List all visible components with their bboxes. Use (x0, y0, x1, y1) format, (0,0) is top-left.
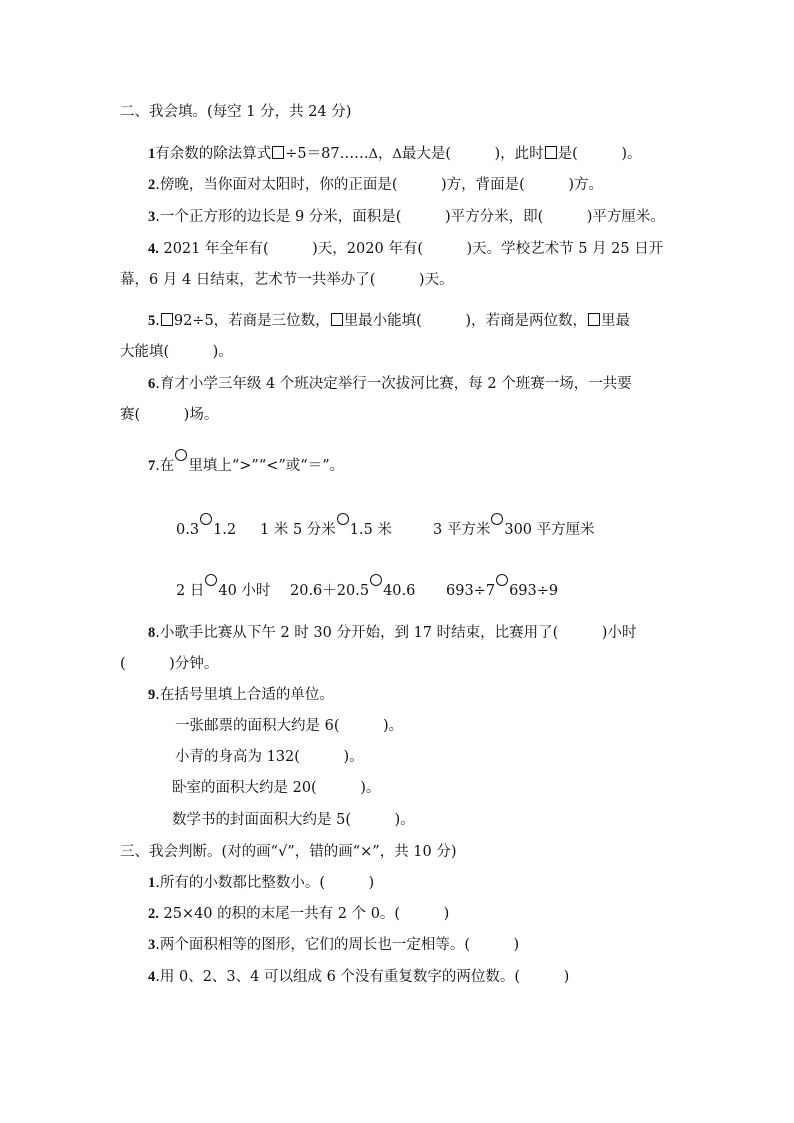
circle-icon[interactable] (491, 513, 503, 525)
unit-item: 小青的身高为 132( )。 (175, 749, 364, 765)
circle-icon (175, 449, 187, 461)
compare-item (176, 520, 236, 540)
unit-item: 一张邮票的面积大约是 6( )。 (175, 718, 404, 734)
section2-title: 二、我会填。(每空 1 分，共 24 分) (120, 104, 352, 120)
question-number: 1 (148, 875, 156, 891)
compare-item (446, 581, 558, 601)
circle-icon[interactable] (200, 513, 212, 525)
question-text: 25×40 的积的末尾一共有 2 个 0。( ) (158, 906, 450, 922)
question-8-line2: ( )分钟。 (120, 656, 219, 672)
question-number: 2. (148, 906, 159, 922)
question-number: 7 (148, 458, 156, 474)
question-text: 是( )。 (557, 146, 642, 162)
compare-left: 3 平方米 (433, 522, 491, 538)
compare-left: 20.6＋20.5 (290, 583, 370, 599)
square-box-icon (161, 313, 173, 326)
square-box-icon (331, 313, 343, 326)
compare-item (260, 520, 392, 540)
question-number: 1 (148, 146, 156, 162)
question-6: 6.育才小学三年级 4 个班决定举行一次拔河比赛，每 2 个班赛一场，一共要 (148, 376, 632, 392)
question-5: 5. 92÷5，若商是三位数， 里最小能填( )，若商是两位数， 里最 (148, 313, 630, 329)
question-text: ÷5＝87…… (285, 146, 369, 162)
compare-right: 1.5 米 (349, 522, 392, 538)
compare-left: 0.3 (176, 522, 200, 538)
question-text: 里填上“>”“<”或“＝”。 (188, 458, 345, 474)
compare-right: 1.2 (213, 522, 237, 538)
compare-right: 40 小时 (218, 583, 271, 599)
question-number: 4. (148, 241, 159, 257)
square-box-icon (272, 146, 284, 159)
question-text: 所有的小数都比整数小。( ) (159, 875, 375, 891)
question-text: 在括号里填上合适的单位。 (159, 687, 334, 703)
question-text: ， (377, 146, 393, 162)
question-text: 92÷5，若商是三位数， (173, 313, 330, 329)
question-text: 里最小能填( )，若商是两位数， (343, 313, 587, 329)
compare-left: 693÷7 (446, 583, 496, 599)
judge-item: 4.用 0、2、3、4 可以组成 6 个没有重复数字的两位数。( ) (148, 969, 570, 985)
question-number: 9 (148, 687, 156, 703)
question-9: 9.在括号里填上合适的单位。 (148, 687, 334, 703)
question-number: 3 (148, 937, 156, 953)
question-4-line2: 幕，6 月 4 日结束，艺术节一共举办了( )天。 (120, 272, 454, 288)
question-text: 用 0、2、3、4 可以组成 6 个没有重复数字的两位数。( ) (159, 969, 570, 985)
question-number: 8 (148, 625, 156, 641)
unit-item: 数学书的封面面积大约是 5( )。 (172, 812, 415, 828)
triangle-icon: Δ (392, 147, 402, 162)
compare-left: 2 日 (176, 583, 205, 599)
compare-right: 693÷9 (509, 583, 559, 599)
unit-item: 卧室的面积大约是 20( )。 (172, 780, 381, 796)
judge-item (148, 904, 449, 924)
compare-right: 300 平方厘米 (504, 522, 595, 538)
question-text: 有余数的除法算式 (155, 146, 272, 162)
question-4 (148, 239, 663, 259)
question-text: 2021 年全年有( )天，2020 年有( )天。学校艺术节 5 月 25 日开 (158, 241, 664, 257)
question-3: 3.一个正方形的边长是 9 分米，面积是( )平方分米，即( )平方厘米。 (148, 209, 665, 225)
question-number: 5 (148, 313, 156, 329)
question-text: 一个正方形的边长是 9 分米，面积是( )平方分米，即( )平方厘米。 (159, 209, 665, 225)
question-text: 小歌手比赛从下午 2 时 30 分开始，到 17 时结束，比赛用了( )小时 (159, 625, 637, 641)
question-text: 两个面积相等的图形，它们的周长也一定相等。( ) (159, 937, 520, 953)
question-number: 4 (148, 969, 156, 985)
compare-item (290, 581, 415, 601)
compare-right: 40.6 (383, 583, 416, 599)
question-5-line2: 大能填( )。 (120, 344, 233, 360)
compare-item (433, 520, 595, 540)
circle-icon[interactable] (370, 574, 382, 586)
question-text: 育才小学三年级 4 个班决定举行一次拔河比赛，每 2 个班赛一场，一共要 (159, 376, 632, 392)
question-number: 6 (148, 376, 156, 392)
judge-item: 3.两个面积相等的图形，它们的周长也一定相等。( ) (148, 937, 520, 953)
circle-icon[interactable] (496, 574, 508, 586)
question-text: 最大是( )，此时 (401, 146, 544, 162)
square-box-icon (588, 313, 600, 326)
circle-icon[interactable] (337, 513, 349, 525)
question-text: 里最 (601, 313, 630, 329)
question-1 (148, 144, 642, 165)
question-number: 3 (148, 209, 156, 225)
triangle-icon: Δ (368, 147, 378, 162)
question-number: 2 (148, 177, 156, 193)
question-7: 7.在 里填上“>”“<”或“＝”。 (148, 456, 344, 476)
question-text: 在 (159, 458, 175, 474)
section3-title: 三、我会判断。(对的画“√”，错的画“×”，共 10 分) (120, 844, 457, 860)
question-8: 8.小歌手比赛从下午 2 时 30 分开始，到 17 时结束，比赛用了( )小时 (148, 625, 637, 641)
question-text: 傍晚，当你面对太阳时，你的正面是( )方，背面是( )方。 (159, 177, 603, 193)
compare-left: 1 米 5 分米 (260, 522, 336, 538)
question-6-line2: 赛( )场。 (120, 407, 219, 423)
question-2: 2.傍晚，当你面对太阳时，你的正面是( )方，背面是( )方。 (148, 177, 603, 193)
square-box-icon (545, 146, 557, 159)
circle-icon[interactable] (205, 574, 217, 586)
compare-item (176, 581, 270, 601)
judge-item: 1.所有的小数都比整数小。( ) (148, 875, 375, 891)
